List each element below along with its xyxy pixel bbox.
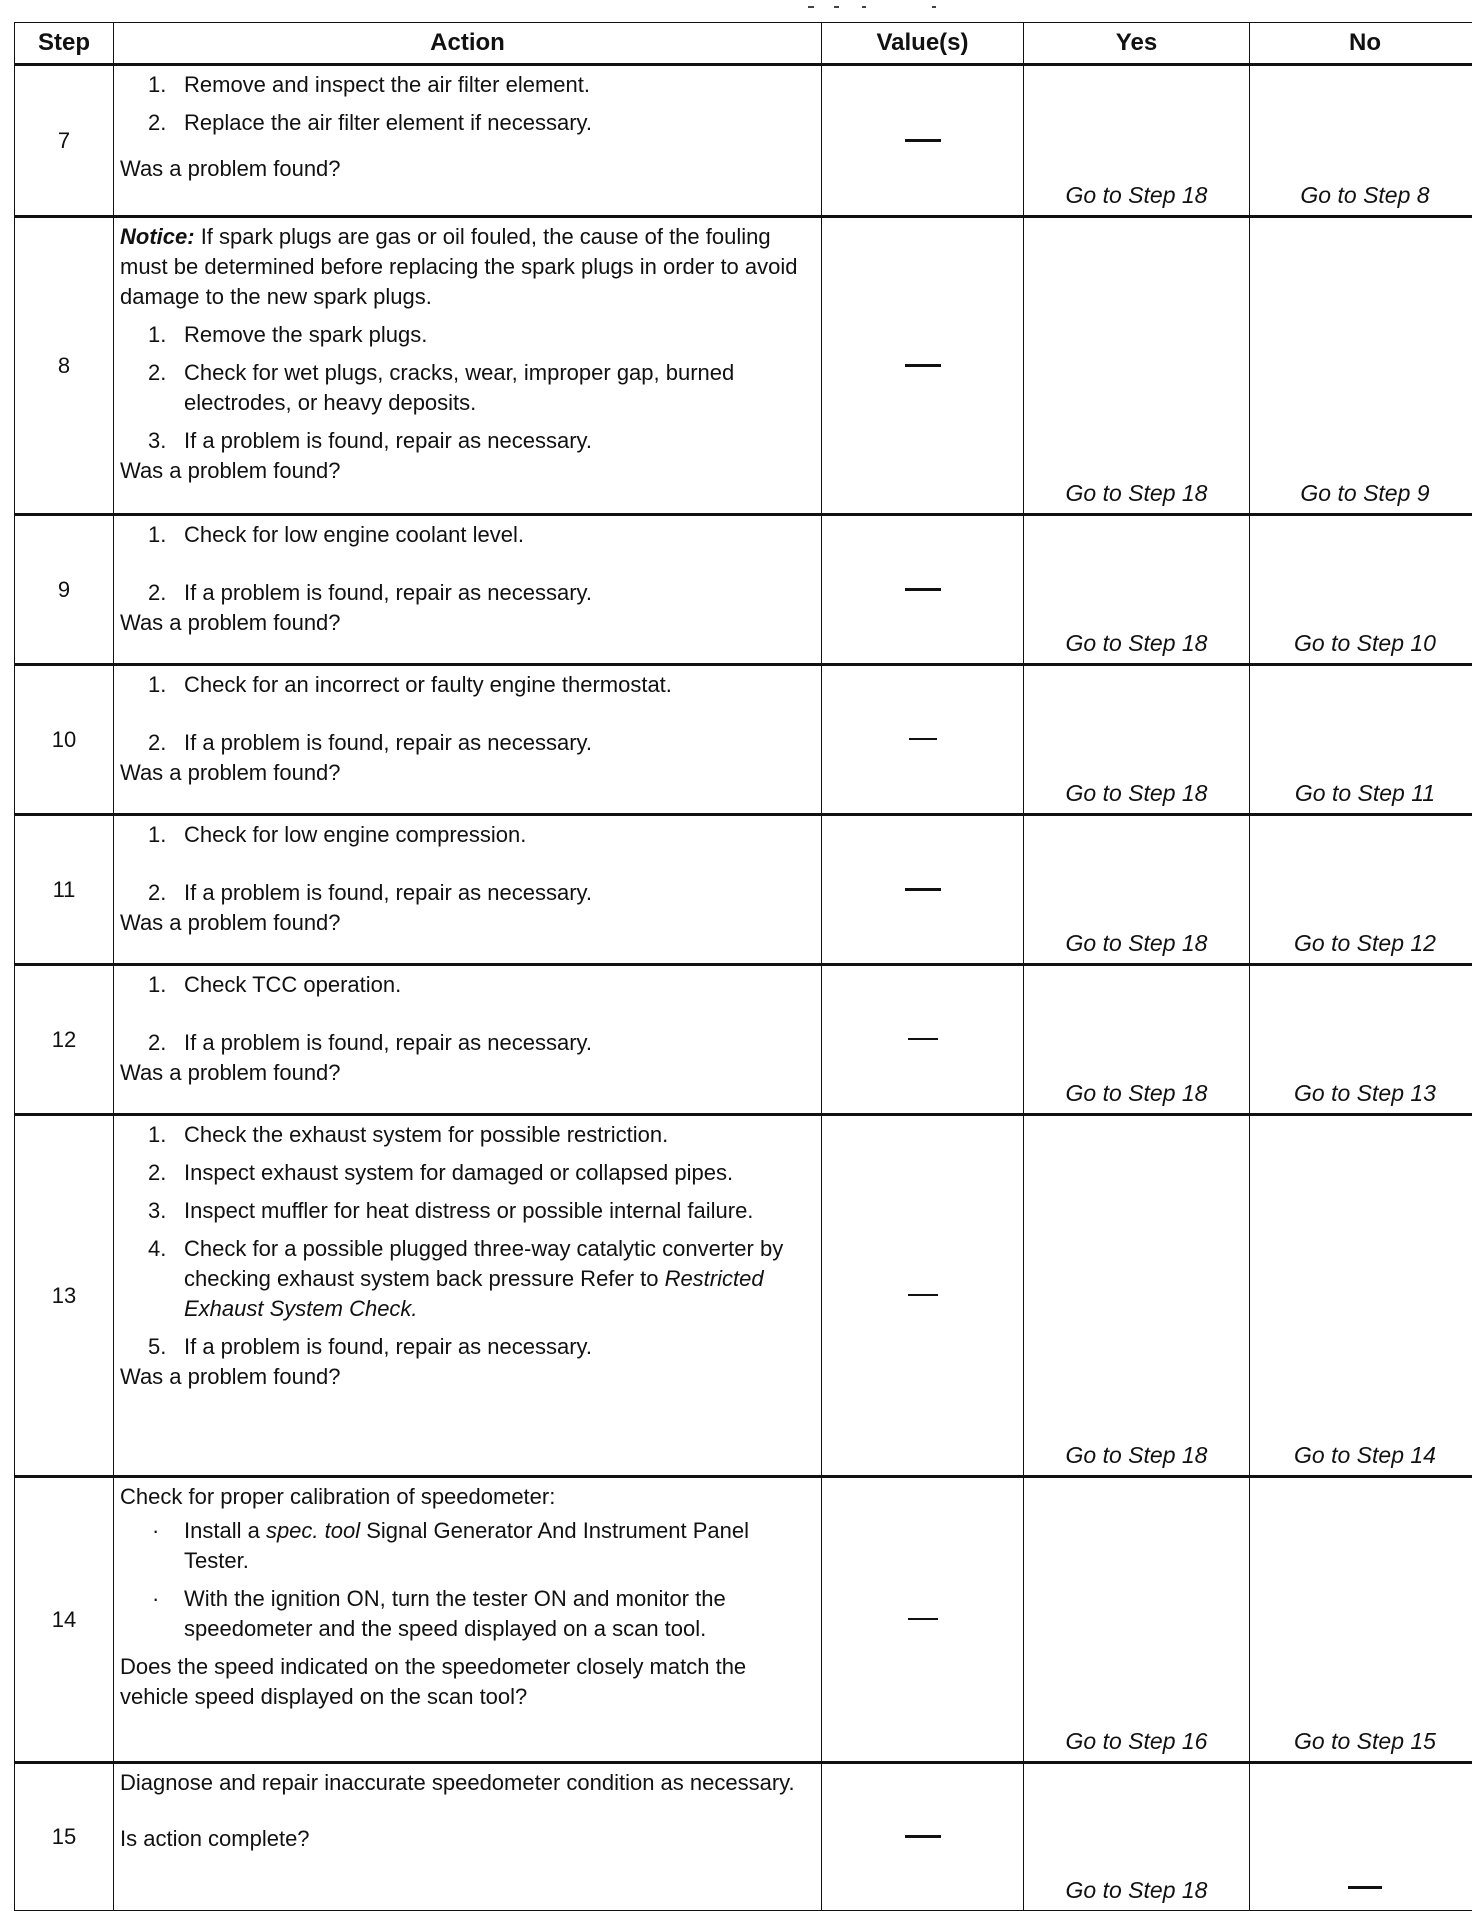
bullet-glyph: · bbox=[152, 1516, 159, 1546]
action-item bbox=[148, 108, 815, 138]
notice-text: If spark plugs are gas or oil fouled, the cause of the fouling must be determined before replacing the spark plugs in order to avoid damage to the new spark plugs. bbox=[120, 224, 798, 309]
step-number: 7 bbox=[15, 65, 114, 217]
item-text: Remove and inspect the air filter element. bbox=[184, 72, 590, 97]
table-row-step-11 bbox=[15, 815, 1472, 965]
step-number: 11 bbox=[15, 815, 114, 965]
item-text: Replace the air filter element if necessary. bbox=[184, 110, 592, 135]
yes-cell: Go to Step 18 bbox=[1024, 515, 1250, 665]
question-text: Was a problem found? bbox=[120, 608, 815, 638]
bullet-post: Signal Generator And Instrument Panel Tester. bbox=[184, 1518, 749, 1573]
em-dash bbox=[908, 1618, 938, 1620]
item-number: 3. bbox=[148, 426, 166, 456]
no-cell bbox=[1250, 1763, 1472, 1911]
action-item bbox=[148, 670, 815, 700]
question-text: Was a problem found? bbox=[120, 456, 815, 486]
em-dash bbox=[909, 738, 937, 740]
action-cell bbox=[114, 65, 822, 217]
item-number: 5. bbox=[148, 1332, 166, 1362]
bullet-item bbox=[150, 1584, 815, 1644]
item-number: 2. bbox=[148, 728, 166, 758]
question-text: Does the speed indicated on the speedometer closely match the vehicle speed displayed on the scan tool? bbox=[120, 1652, 815, 1712]
item-text: Check the exhaust system for possible restriction. bbox=[184, 1122, 668, 1147]
intro-text: Check for proper calibration of speedometer: bbox=[120, 1482, 815, 1512]
question-text: Is action complete? bbox=[120, 1824, 815, 1854]
action-item bbox=[148, 1158, 815, 1188]
action-item bbox=[148, 1332, 815, 1362]
step-number: 9 bbox=[15, 515, 114, 665]
item-number: 3. bbox=[148, 1196, 166, 1226]
value-cell bbox=[822, 1763, 1024, 1911]
yes-cell: Go to Step 18 bbox=[1024, 217, 1250, 515]
table-row-step-8 bbox=[15, 217, 1472, 515]
item-text: Inspect muffler for heat distress or possible internal failure. bbox=[184, 1198, 753, 1223]
item-number: 2. bbox=[148, 358, 166, 388]
item-text: If a problem is found, repair as necessary. bbox=[184, 1334, 592, 1359]
step-number: 13 bbox=[15, 1115, 114, 1477]
item-number: 4. bbox=[148, 1234, 166, 1264]
item-text: Check for a possible plugged three-way catalytic converter by checking exhaust system back pressure Refer to bbox=[184, 1236, 783, 1291]
action-cell bbox=[114, 1115, 822, 1477]
step-number: 14 bbox=[15, 1477, 114, 1763]
item-number: 1. bbox=[148, 670, 166, 700]
item-text: If a problem is found, repair as necessary. bbox=[184, 880, 592, 905]
value-cell bbox=[822, 665, 1024, 815]
action-item bbox=[148, 878, 815, 908]
action-item bbox=[148, 728, 815, 758]
question-text: Was a problem found? bbox=[120, 908, 815, 938]
header-values: Value(s) bbox=[822, 23, 1024, 65]
spec-tool-text: spec. tool bbox=[266, 1518, 360, 1543]
bullet-glyph: · bbox=[152, 1584, 159, 1614]
bullet-pre: Install a bbox=[184, 1518, 266, 1543]
em-dash bbox=[905, 888, 941, 891]
item-text: Check for wet plugs, cracks, wear, improper gap, burned electrodes, or heavy deposits. bbox=[184, 360, 734, 415]
action-cell bbox=[114, 217, 822, 515]
table-row-step-12 bbox=[15, 965, 1472, 1115]
item-number: 2. bbox=[148, 1158, 166, 1188]
action-item bbox=[148, 426, 815, 456]
table-row-step-14 bbox=[15, 1477, 1472, 1763]
action-item bbox=[148, 1028, 815, 1058]
header-yes: Yes bbox=[1024, 23, 1250, 65]
yes-cell: Go to Step 18 bbox=[1024, 1763, 1250, 1911]
em-dash bbox=[905, 139, 941, 142]
action-item bbox=[148, 70, 815, 100]
yes-cell: Go to Step 18 bbox=[1024, 665, 1250, 815]
header-row bbox=[15, 23, 1472, 65]
yes-cell: Go to Step 18 bbox=[1024, 1115, 1250, 1477]
item-text: If a problem is found, repair as necessary. bbox=[184, 428, 592, 453]
yes-cell: Go to Step 18 bbox=[1024, 815, 1250, 965]
item-number: 1. bbox=[148, 70, 166, 100]
value-cell bbox=[822, 515, 1024, 665]
item-number: 2. bbox=[148, 578, 166, 608]
item-text: If a problem is found, repair as necessary. bbox=[184, 1030, 592, 1055]
step-number: 12 bbox=[15, 965, 114, 1115]
bullet-item bbox=[150, 1516, 815, 1576]
em-dash bbox=[908, 1294, 938, 1296]
step-number: 15 bbox=[15, 1763, 114, 1911]
header-step: Step bbox=[15, 23, 114, 65]
em-dash bbox=[905, 588, 941, 591]
question-text: Was a problem found? bbox=[120, 1058, 815, 1088]
value-cell bbox=[822, 965, 1024, 1115]
bullet-text: With the ignition ON, turn the tester ON and monitor the speedometer and the speed displayed on a scan tool. bbox=[184, 1586, 726, 1641]
notice-paragraph bbox=[120, 222, 815, 312]
item-text: Check for low engine compression. bbox=[184, 822, 526, 847]
no-cell: Go to Step 9 bbox=[1250, 217, 1472, 515]
scan-marks bbox=[800, 6, 940, 12]
action-item bbox=[148, 520, 815, 550]
item-number: 1. bbox=[148, 970, 166, 1000]
action-item bbox=[148, 578, 815, 608]
notice-label: Notice: bbox=[120, 224, 195, 249]
item-text: Check for low engine coolant level. bbox=[184, 522, 524, 547]
item-text: Remove the spark plugs. bbox=[184, 322, 427, 347]
no-cell: Go to Step 10 bbox=[1250, 515, 1472, 665]
item-number: 1. bbox=[148, 520, 166, 550]
table-row-step-7 bbox=[15, 65, 1472, 217]
item-number: 1. bbox=[148, 820, 166, 850]
em-dash bbox=[1348, 1886, 1382, 1889]
item-number: 2. bbox=[148, 1028, 166, 1058]
item-number: 1. bbox=[148, 320, 166, 350]
action-cell bbox=[114, 665, 822, 815]
value-cell bbox=[822, 65, 1024, 217]
item-text: If a problem is found, repair as necessary. bbox=[184, 730, 592, 755]
action-cell bbox=[114, 515, 822, 665]
action-cell bbox=[114, 965, 822, 1115]
value-cell bbox=[822, 1477, 1024, 1763]
item-number: 2. bbox=[148, 108, 166, 138]
item-text: Inspect exhaust system for damaged or collapsed pipes. bbox=[184, 1160, 733, 1185]
action-text: Diagnose and repair inaccurate speedometer condition as necessary. bbox=[120, 1768, 815, 1798]
em-dash bbox=[905, 364, 941, 367]
em-dash bbox=[908, 1038, 938, 1040]
diagnostic-table bbox=[14, 22, 1472, 1911]
action-cell bbox=[114, 1763, 822, 1911]
yes-cell: Go to Step 18 bbox=[1024, 65, 1250, 217]
action-item bbox=[148, 1120, 815, 1150]
action-item bbox=[148, 1234, 815, 1324]
action-cell bbox=[114, 815, 822, 965]
action-cell bbox=[114, 1477, 822, 1763]
yes-cell: Go to Step 18 bbox=[1024, 965, 1250, 1115]
header-action: Action bbox=[114, 23, 822, 65]
diagnostic-table-page bbox=[14, 22, 1472, 1911]
question-text: Was a problem found? bbox=[120, 1362, 815, 1392]
header-no: No bbox=[1250, 23, 1472, 65]
question-text: Was a problem found? bbox=[120, 758, 815, 788]
table-row-step-9 bbox=[15, 515, 1472, 665]
em-dash bbox=[905, 1835, 941, 1838]
item-number: 2. bbox=[148, 878, 166, 908]
no-cell: Go to Step 11 bbox=[1250, 665, 1472, 815]
item-text: Check for an incorrect or faulty engine thermostat. bbox=[184, 672, 672, 697]
question-text: Was a problem found? bbox=[120, 154, 815, 184]
item-text: Check TCC operation. bbox=[184, 972, 401, 997]
step-number: 10 bbox=[15, 665, 114, 815]
table-row-step-13 bbox=[15, 1115, 1472, 1477]
item-text: If a problem is found, repair as necessary. bbox=[184, 580, 592, 605]
step-number: 8 bbox=[15, 217, 114, 515]
no-cell: Go to Step 12 bbox=[1250, 815, 1472, 965]
value-cell bbox=[822, 1115, 1024, 1477]
value-cell bbox=[822, 217, 1024, 515]
no-cell: Go to Step 14 bbox=[1250, 1115, 1472, 1477]
action-item bbox=[148, 1196, 815, 1226]
table-row-step-10 bbox=[15, 665, 1472, 815]
table-row-step-15 bbox=[15, 1763, 1472, 1911]
action-item bbox=[148, 358, 815, 418]
yes-cell: Go to Step 16 bbox=[1024, 1477, 1250, 1763]
no-cell: Go to Step 8 bbox=[1250, 65, 1472, 217]
action-item bbox=[148, 320, 815, 350]
action-item bbox=[148, 970, 815, 1000]
no-cell: Go to Step 13 bbox=[1250, 965, 1472, 1115]
no-cell: Go to Step 15 bbox=[1250, 1477, 1472, 1763]
item-number: 1. bbox=[148, 1120, 166, 1150]
value-cell bbox=[822, 815, 1024, 965]
action-item bbox=[148, 820, 815, 850]
cross-reference: Restricted Exhaust System Check. bbox=[184, 1266, 764, 1321]
